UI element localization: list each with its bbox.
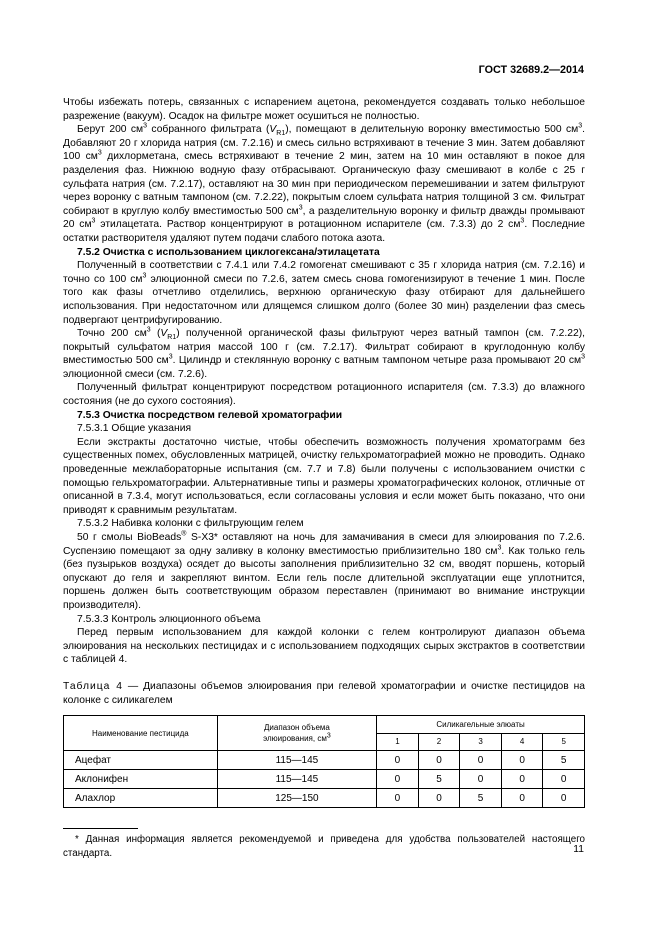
eluation-table	[63, 715, 585, 808]
column-header-eluates: Силикагельные элюаты	[377, 716, 585, 734]
paragraph: Полученный в соответствии с 7.4.1 или 7.4.2 гомогенат смешивают с 35 г хлорида натрия (см. 7.2.16) и точно со 100 $см^3$ элюционной смеси по 7.2.6, затем смесь снова гомогенизируют в течение 1 мин. После того как фазы отчетливо отделились, верхнюю органическую фазу отбирают для дальнейшего использования. При недостаточном или длящемся слишком долго (более 30 мин) разделении фаз смесь подвергают центрифугированию.	[63, 260, 585, 326]
eluate-number: 4	[501, 733, 543, 751]
subsection-heading-7-5-3-2: 7.5.3.2 Набивка колонки с фильтрующим гелем	[77, 518, 304, 530]
eluate-value: 5	[418, 770, 460, 789]
table-row	[64, 751, 585, 770]
table-row	[64, 789, 585, 808]
paragraph: Берут 200 $см^3$ собранного фильтрата $(V_{R1})$, помещают в делительную воронку вместимостью 500 $см^3$. Добавляют 20 г хлорида натрия (см. 7.2.16) и смесь сильно встряхивают в течение 3 мин. Затем добавляют 100 $см^3$ дихлорметана, смесь встряхивают в течение 2 мин, затем на 10 мин оставляют в покое для разделения фаз. Нижнюю водную фазу отбрасывают. Органическую фазу смешивают в колбе с 25 г сульфата натрия (см. 7.2.17), оставляют на 30 мин при периодическом перемешивании и затем фильтруют через воронку с ватным тампоном (см. 7.2.22), покрытым слоем сульфата натрия толщиной 3 см. Фильтрат собирают в круглую колбу вместимостью 500 $см^3$, а разделительную воронку и фильтр дважды промывают 20 $см^3$ этилацетата. Раствор концентрируют в ротационном испарителе (см. 7.3.3) до 2 $см^3$. Последние остатки растворителя удаляют путем подачи слабого потока азота.	[63, 122, 585, 244]
subsection-heading-7-5-3-3: 7.5.3.3 Контроль элюционного объема	[77, 613, 261, 625]
elution-range: 115—145	[217, 770, 376, 789]
eluate-value: 0	[501, 770, 543, 789]
column-header-pesticide: Наименование пестицида	[64, 716, 218, 751]
eluate-number: 5	[543, 733, 585, 751]
paragraph: Перед первым использованием для каждой колонки с гелем контролируют диапазон объема элюирования на нескольких пестицидах и с использованием подходящих сырых экстрактов в соответствии с таблицей 4.	[63, 627, 585, 666]
table-caption: Таблица 4 — Диапазоны объемов элюирования при гелевой хроматографии и очистке пестицидов на колонке с силикагелем	[63, 680, 585, 706]
subsection-heading-7-5-3-1: 7.5.3.1 Общие указания	[77, 423, 192, 435]
elution-range: 125—150	[217, 789, 376, 808]
eluate-value: 0	[377, 770, 419, 789]
eluate-value: 5	[543, 751, 585, 770]
paragraph: Точно 200 $см^3$ $(V_{R1})$ полученной органической фазы фильтруют через ватный тампон (см. 7.2.22), покрытый сульфатом натрия массой 100 г (см. 7.2.17). Фильтрат собирают в круглодонную колбу вместимостью 500 $см^3$. Цилиндр и стеклянную воронку с ватным тампоном четыре раза промывают 20 $см^3$ элюционной смеси (см. 7.2.6).	[63, 326, 585, 380]
eluate-value: 0	[460, 751, 502, 770]
section-heading-7-5-2: 7.5.2 Очистка с использованием циклогексана/этилацетата	[77, 246, 380, 258]
eluate-value: 5	[460, 789, 502, 808]
eluate-value: 0	[377, 789, 419, 808]
section-heading-7-5-3: 7.5.3 Очистка посредством гелевой хроматографии	[77, 409, 343, 421]
eluate-value: 0	[418, 751, 460, 770]
paragraph: Чтобы избежать потерь, связанных с испарением ацетона, рекомендуется создавать только небольшое разрежение (вакуум). Осадок на фильтре может осушиться не полностью.	[63, 97, 585, 122]
footnote: * Данная информация является рекомендуемой и приведена для удобства пользователей настоящего стандарта.	[63, 834, 585, 859]
pesticide-name: Ацефат	[64, 751, 218, 770]
paragraph: 50 г смолы BioBeads® S-X3* оставляют на ночь для замачивания в смеси для элюирования по 7.2.6. Суспензию помещают за одну заливку в колонку вместимостью приблизительно 180 $см^3$. Как только гель (без пузырьков воздуха) осядет до высоты заполнения приблизительно 32 см, вводят поршень, который опускают до геля и закрепляют винтом. Если гель после длительной эксплуатации еще уплотнится, поршень должен быть соответствующим образом переставлен (принимают во внимание инструкции производителя).	[63, 530, 586, 611]
elution-range: 115—145	[217, 751, 376, 770]
eluate-value: 0	[501, 789, 543, 808]
pesticide-name: Аклонифен	[64, 770, 218, 789]
eluate-number: 2	[418, 733, 460, 751]
eluate-number: 3	[460, 733, 502, 751]
eluate-value: 0	[543, 789, 585, 808]
eluate-value: 0	[543, 770, 585, 789]
document-header: ГОСТ 32689.2—2014	[478, 64, 584, 76]
eluate-value: 0	[377, 751, 419, 770]
eluate-value: 0	[418, 789, 460, 808]
page-content	[63, 96, 585, 860]
eluate-value: 0	[501, 751, 543, 770]
footnote-divider	[63, 828, 138, 829]
column-header-range: Диапазон объема элюирования, $см^3$	[217, 716, 376, 751]
table-row	[64, 770, 585, 789]
paragraph: Полученный фильтрат концентрируют посредством ротационного испарителя (см. 7.3.3) до влажного состояния (не до сухого состояния).	[63, 382, 585, 408]
paragraph: Если экстракты достаточно чистые, чтобы обеспечить возможность получения хроматограмм без существенных помех, обусловленных матрицей, очистку гельхроматографией можно не проводить. Однако проведенные межлабораторные испытания (см. 7.7 и 7.8) были получены с использованием очистки с помощью гельхроматографии. Альтернативные типы и размеры хроматографических колонок, отличные от описанной в 7.3.4, могут использоваться, если согласованы условия и если может быть показано, что они приводят к сравнимым результатам.	[63, 436, 585, 516]
page-number: 11	[573, 844, 584, 855]
pesticide-name: Алахлор	[64, 789, 218, 808]
eluate-value: 0	[460, 770, 502, 789]
eluate-number: 1	[377, 733, 419, 751]
